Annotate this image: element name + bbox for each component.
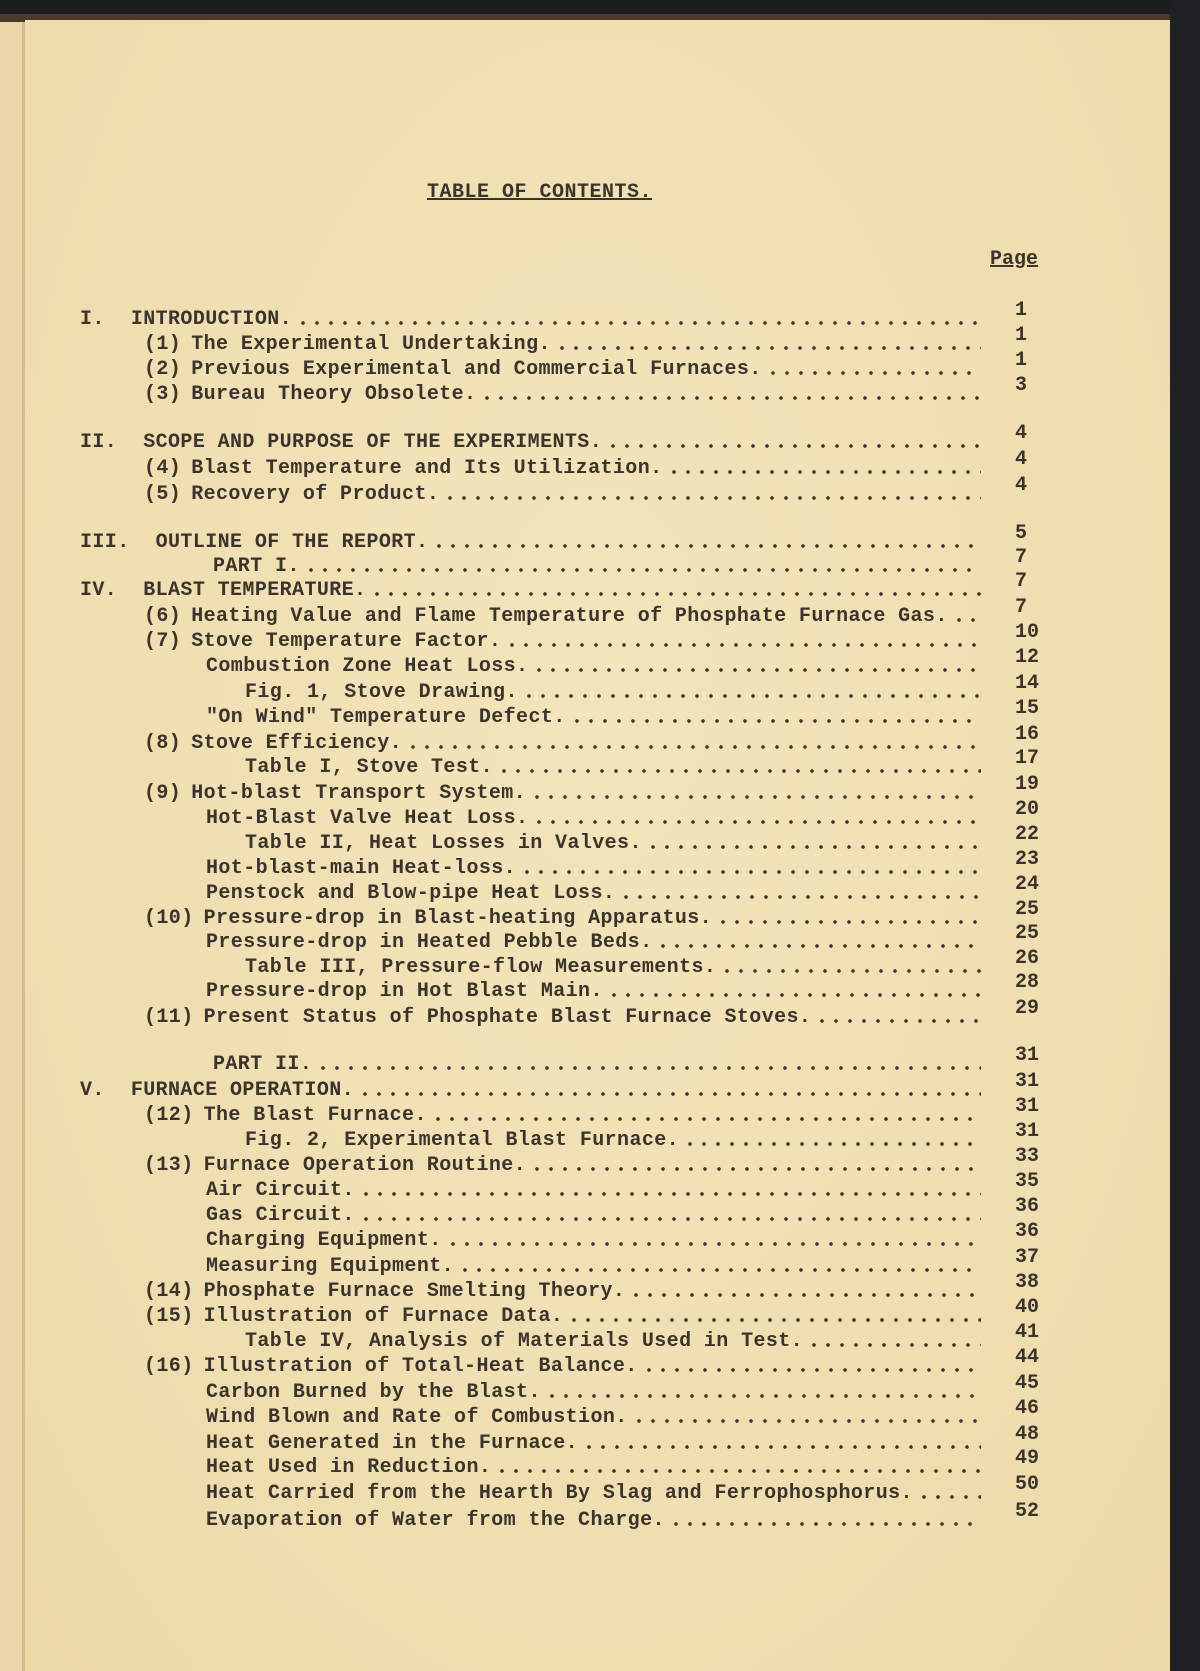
toc-entry-number: II.	[80, 431, 118, 454]
toc-entry-title: Hot-blast Transport System.	[191, 782, 527, 805]
toc-entry-page: 1	[1015, 324, 1028, 347]
toc-entry-number: I.	[80, 308, 105, 331]
dot-leader	[606, 443, 981, 449]
toc-entry-title: Table IV, Analysis of Materials Used in Test.	[245, 1330, 804, 1353]
toc-entry-title: Present Status of Phosphate Blast Furnace Stoves.	[203, 1006, 812, 1029]
dot-leader	[952, 617, 981, 623]
facing-page-edge	[0, 22, 25, 1671]
toc-entry-number: III.	[80, 531, 130, 554]
toc-entry-number: (16)	[144, 1355, 194, 1378]
toc-entry-title: Bureau Theory Obsolete.	[191, 383, 477, 406]
toc-entry	[80, 305, 985, 331]
toc-entry-title: Heat Generated in the Furnace.	[206, 1432, 579, 1455]
toc-entry-page: 33	[1015, 1145, 1040, 1168]
toc-entry	[206, 879, 985, 905]
toc-entry-page: 45	[1015, 1372, 1040, 1395]
toc-entry-title: Charging Equipment.	[206, 1229, 442, 1252]
toc-entry	[245, 1126, 985, 1152]
dot-leader	[296, 320, 981, 326]
toc-entry-title: Hot-Blast Valve Heat Loss.	[206, 807, 529, 830]
toc-entry-number: (10)	[144, 907, 194, 930]
toc-entry-number: (2)	[144, 358, 182, 381]
dot-leader	[446, 1241, 981, 1247]
toc-entry-title: The Blast Furnace.	[203, 1104, 427, 1127]
toc-entry-page: 35	[1015, 1170, 1040, 1193]
toc-entry-title: Blast Temperature and Its Utilization.	[191, 457, 663, 480]
toc-entry-page: 50	[1015, 1473, 1040, 1496]
dot-leader	[632, 1418, 981, 1424]
toc-entry-title: Penstock and Blow-pipe Heat Loss.	[206, 882, 616, 905]
dot-leader	[607, 992, 981, 998]
dot-leader	[917, 1494, 981, 1500]
toc-entry	[245, 753, 985, 779]
dot-leader	[530, 794, 981, 800]
toc-entry-title: Fig. 2, Experimental Blast Furnace.	[245, 1129, 680, 1152]
toc-entry-title: Pressure-drop in Hot Blast Main.	[206, 980, 603, 1003]
toc-entry-page: 52	[1015, 1500, 1040, 1523]
toc-entry-page: 20	[1015, 798, 1040, 821]
toc-entry-page: 7	[1015, 596, 1028, 619]
toc-entry	[144, 1101, 985, 1127]
dot-leader	[458, 1267, 981, 1273]
toc-entry-page: 14	[1015, 672, 1040, 695]
dot-leader	[505, 642, 981, 648]
toc-entry-title: FURNACE OPERATION.	[130, 1079, 355, 1102]
toc-entry-page: 26	[1015, 947, 1040, 970]
toc-entry-page: 48	[1015, 1423, 1040, 1446]
toc-entry-title: Furnace Operation Routine.	[203, 1154, 527, 1177]
toc-entry-page: 4	[1015, 448, 1028, 471]
toc-entry-number: (1)	[144, 333, 182, 356]
toc-entry-title: BLAST TEMPERATURE.	[143, 579, 367, 602]
toc-entry	[144, 1352, 985, 1378]
toc-entry-page: 7	[1015, 546, 1028, 569]
dot-leader	[304, 567, 981, 573]
dot-leader	[480, 395, 981, 401]
toc-entry-page: 31	[1015, 1070, 1040, 1093]
toc-entry	[213, 552, 985, 578]
dot-leader	[555, 345, 981, 351]
toc-entry-page: 16	[1015, 723, 1040, 746]
toc-entry	[144, 602, 985, 628]
toc-entry-title: Air Circuit.	[206, 1179, 355, 1202]
dot-leader	[431, 1116, 981, 1122]
toc-entry-title: OUTLINE OF THE REPORT.	[155, 531, 429, 554]
toc-entry-page: 19	[1015, 773, 1040, 796]
toc-entry-number: IV.	[80, 579, 118, 602]
toc-entry	[206, 652, 985, 678]
toc-entry-title: Table III, Pressure-flow Measurements.	[245, 956, 717, 979]
toc-entry-page: 10	[1015, 621, 1040, 644]
dot-leader	[359, 1191, 981, 1197]
dot-leader	[567, 1317, 981, 1323]
toc-entry	[206, 977, 985, 1003]
toc-entry-title: Table II, Heat Losses in Valves.	[245, 832, 642, 855]
toc-entry-title: Pressure-drop in Heated Pebble Beds.	[206, 931, 653, 954]
toc-entry-number: (11)	[144, 1006, 194, 1029]
toc-entry	[144, 480, 985, 506]
toc-entry-title: Heat Used in Reduction.	[206, 1456, 492, 1479]
dot-leader	[642, 1367, 981, 1373]
toc-entry-title: Hot-blast-main Heat-loss.	[206, 857, 517, 880]
toc-entry	[80, 528, 985, 554]
dot-leader	[358, 1091, 981, 1097]
dot-leader	[532, 819, 981, 825]
toc-entry-page: 25	[1015, 898, 1040, 921]
toc-entry	[80, 576, 985, 602]
toc-entry-page: 24	[1015, 873, 1040, 896]
toc-entry-number: (13)	[144, 1154, 194, 1177]
dot-leader	[669, 1521, 981, 1527]
toc-entry-page: 3	[1015, 374, 1028, 397]
toc-entry-title: Heat Carried from the Hearth By Slag and Ferrophosphorus.	[206, 1482, 913, 1505]
toc-entry-page: 36	[1015, 1220, 1040, 1243]
toc-entry	[144, 330, 985, 356]
dot-leader	[815, 1018, 981, 1024]
dot-leader	[432, 543, 981, 549]
toc-entry-title: "On Wind" Temperature Defect.	[206, 706, 566, 729]
toc-entry-page: 22	[1015, 823, 1040, 846]
toc-entry	[206, 1403, 985, 1429]
toc-entry	[206, 928, 985, 954]
toc-entry	[206, 854, 985, 880]
toc-entry	[80, 428, 985, 454]
dot-leader	[807, 1342, 981, 1348]
toc-entry-title: PART I.	[213, 555, 300, 578]
toc-entry	[245, 829, 985, 855]
toc-entry-title: Fig. 1, Stove Drawing.	[245, 681, 518, 704]
toc-entry-page: 46	[1015, 1397, 1040, 1420]
toc-entry-title: Gas Circuit.	[206, 1204, 355, 1227]
toc-entry-page: 49	[1015, 1447, 1040, 1470]
toc-entry-page: 41	[1015, 1321, 1040, 1344]
page-column-header: Page	[990, 248, 1039, 271]
toc-entry-page: 4	[1015, 422, 1028, 445]
toc-entry-title: Measuring Equipment.	[206, 1255, 455, 1278]
toc-entry	[144, 1277, 985, 1303]
toc-entry-page: 4	[1015, 474, 1028, 497]
toc-entry-title: Carbon Burned by the Blast.	[206, 1381, 541, 1404]
toc-entry	[206, 1252, 985, 1278]
toc-entry-title: Combustion Zone Heat Loss.	[206, 655, 529, 678]
toc-entry-page: 17	[1015, 747, 1040, 770]
toc-entry-title: Phosphate Furnace Smelting Theory.	[203, 1280, 626, 1303]
toc-entry-page: 44	[1015, 1346, 1040, 1369]
toc-entry	[206, 1226, 985, 1252]
toc-entry-title: Previous Experimental and Commercial Furnaces.	[191, 358, 762, 381]
toc-entry-page: 31	[1015, 1095, 1040, 1118]
toc-entry	[206, 1479, 985, 1505]
dot-leader	[406, 744, 981, 750]
toc-entry-page: 29	[1015, 997, 1040, 1020]
toc-entry	[206, 1453, 985, 1479]
dot-leader	[570, 718, 981, 724]
toc-entry-title: Pressure-drop in Blast-heating Apparatus.	[203, 907, 713, 930]
toc-entry-number: (4)	[144, 457, 182, 480]
toc-entry-number: (12)	[144, 1104, 194, 1127]
toc-entry-number: (5)	[144, 483, 182, 506]
toc-entry	[206, 1176, 985, 1202]
toc-entry-title: PART II.	[213, 1053, 313, 1076]
toc-entry	[206, 1429, 985, 1455]
toc-entry-page: 40	[1015, 1296, 1040, 1319]
dot-leader	[766, 370, 981, 376]
dot-leader	[629, 1292, 981, 1298]
toc-entry-page: 1	[1015, 299, 1028, 322]
toc-entry-title: Stove Temperature Factor.	[191, 630, 502, 653]
toc-entry-title: SCOPE AND PURPOSE OF THE EXPERIMENTS.	[143, 431, 603, 454]
toc-entry	[213, 1050, 985, 1076]
toc-entry-page: 37	[1015, 1246, 1040, 1269]
toc-entry-title: Wind Blown and Rate of Combustion.	[206, 1406, 628, 1429]
toc-entry-page: 7	[1015, 570, 1028, 593]
toc-entry	[144, 380, 985, 406]
dot-leader	[545, 1393, 981, 1399]
toc-entry-title: Illustration of Total-Heat Balance.	[203, 1355, 638, 1378]
dot-leader	[619, 894, 981, 900]
toc-entry-number: (6)	[144, 605, 182, 628]
toc-entry-number: (3)	[144, 383, 182, 406]
toc-entry	[206, 1378, 985, 1404]
dot-leader	[359, 1216, 981, 1222]
dot-leader	[495, 1468, 981, 1474]
toc-entry	[144, 904, 985, 930]
toc-entry-title: Evaporation of Water from the Charge.	[206, 1509, 665, 1532]
toc-entry-page: 31	[1015, 1044, 1040, 1067]
toc-entry	[245, 953, 985, 979]
dot-leader	[646, 844, 981, 850]
toc-entry-page: 23	[1015, 848, 1040, 871]
toc-entry	[245, 678, 985, 704]
toc-entry	[144, 1302, 985, 1328]
toc-entry	[144, 1003, 985, 1029]
toc-entry-title: Table I, Stove Test.	[245, 756, 494, 779]
dot-leader	[532, 667, 981, 673]
toc-entry-title: The Experimental Undertaking.	[191, 333, 551, 356]
scanner-right-edge	[1170, 0, 1200, 1671]
toc-entry-title: Recovery of Product.	[191, 483, 440, 506]
dot-leader	[716, 919, 981, 925]
toc-entry	[206, 804, 985, 830]
dot-leader	[683, 1141, 981, 1147]
dot-leader	[656, 943, 981, 949]
toc-entry	[80, 1076, 985, 1102]
toc-entry-page: 31	[1015, 1120, 1040, 1143]
toc-entry-number: (7)	[144, 630, 182, 653]
dot-leader	[582, 1444, 981, 1450]
toc-entry	[144, 454, 985, 480]
toc-entry-title: INTRODUCTION.	[130, 308, 293, 331]
toc-entry-number: (15)	[144, 1305, 194, 1328]
toc-entry	[144, 355, 985, 381]
toc-entry-page: 5	[1015, 522, 1028, 545]
dot-leader	[443, 495, 981, 501]
toc-entry-number: (9)	[144, 782, 182, 805]
toc-entry	[144, 1151, 985, 1177]
toc-entry	[206, 703, 985, 729]
dot-leader	[522, 693, 981, 699]
dot-leader	[720, 968, 981, 974]
page-title: TABLE OF CONTENTS.	[427, 181, 653, 204]
toc-entry-page: 12	[1015, 646, 1040, 669]
toc-entry	[206, 1201, 985, 1227]
toc-entry-page: 38	[1015, 1271, 1040, 1294]
toc-entry	[144, 779, 985, 805]
toc-entry	[206, 1506, 985, 1532]
dot-leader	[370, 591, 981, 597]
toc-entry-page: 28	[1015, 971, 1040, 994]
toc-entry	[144, 729, 985, 755]
toc-entry-page: 1	[1015, 349, 1028, 372]
toc-entry-title: Heating Value and Flame Temperature of Phosphate Furnace Gas.	[191, 605, 948, 628]
dot-leader	[520, 869, 981, 875]
toc-entry-page: 25	[1015, 922, 1040, 945]
toc-entry-title: Illustration of Furnace Data.	[203, 1305, 564, 1328]
dot-leader	[667, 469, 982, 475]
toc-entry-number: (8)	[144, 732, 182, 755]
toc-entry-title: Stove Efficiency.	[191, 732, 403, 755]
toc-entry-number: (14)	[144, 1280, 194, 1303]
dot-leader	[497, 768, 981, 774]
toc-entry-page: 36	[1015, 1195, 1040, 1218]
toc-entry-page: 15	[1015, 697, 1040, 720]
toc-entry-number: V.	[80, 1079, 105, 1102]
dot-leader	[530, 1166, 981, 1172]
toc-entry	[144, 627, 985, 653]
toc-entry	[245, 1327, 985, 1353]
dot-leader	[316, 1065, 981, 1071]
